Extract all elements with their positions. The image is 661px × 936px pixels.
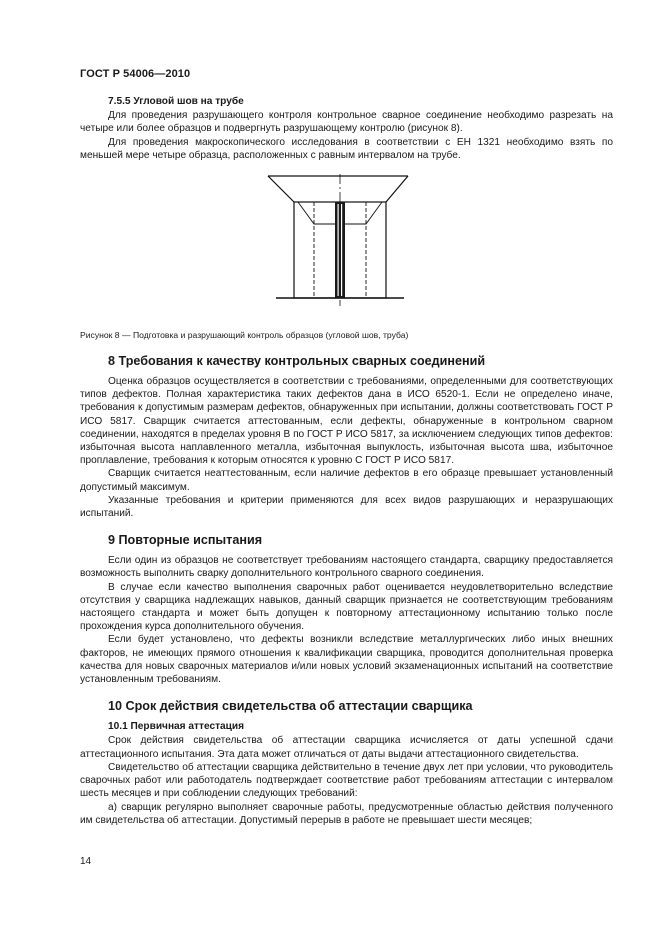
section-8-paragraph-3: Указанные требования и критерии применяются для всех видов разрушающих и неразрушающих испытаний.	[80, 494, 613, 520]
section-10-paragraph-3: а) сварщик регулярно выполняет сварочные работы, предусмотренные областью действия полученного им свидетельства об аттестации. Допустимый перерыв в работе не превышает шести месяцев;	[80, 801, 613, 826]
section-7-5-5-title: 7.5.5 Угловой шов на трубе	[108, 96, 244, 107]
section-8-paragraph-1: Оценка образцов осуществляется в соответствии с требованиями, определенными для соответствующих типов дефектов. Полная характеристика таких дефектов дана в ИСО 6520-1. Если не определено иначе, требования к допустимым размерам дефектов, обнаруженных при испытании, должны соответствовать ГОСТ Р ИСО 5817. Сварщик считается аттестованным, если дефекты, обнаруженные в контрольном сварном соединении, находятся в пределах уровня В по ГОСТ Р ИСО 5817, за исключением следующих типов дефектов: избыточная высота наплавленного металла, избыточная выпуклость, избыточная высота шва, избыточное проплавление, требования к которым относятся к уровню С ГОСТ Р ИСО 5817.	[80, 376, 613, 467]
section-9-paragraph-1: Если один из образцов не соответствует требованиям настоящего стандарта, сварщику предоставляется возможность выполнить сварку дополнительного контрольного сварного соединения.	[80, 555, 613, 580]
figure-8-drawing	[262, 174, 412, 306]
section-10-title: 10 Срок действия свидетельства об аттестации сварщика	[108, 699, 473, 714]
figure-8	[80, 170, 613, 330]
section-7-5-5-paragraph-2: Для проведения макроскопического исследования в соответствии с ЕН 1321 необходимо взять по меньшей мере четыре образца, расположенных с равным интервалом на трубе.	[80, 136, 613, 161]
section-8-title: 8 Требования к качеству контрольных сварных соединений	[108, 354, 486, 369]
section-9-paragraph-2: В случае если качество выполнения сварочных работ оценивается неудовлетворительно вследствие отсутствия у сварщика надлежащих навыков, данный сварщик признается не соответствующим требованиям настоящего стандарта и может быть допущен к повторному аттестационному испытанию только после прохождения курса дополнительного обучения.	[80, 581, 613, 633]
specimen-strip	[335, 202, 345, 298]
section-8-paragraph-2: Сварщик считается неаттестованным, если наличие дефектов в его образце превышает установленный допустимый максимум.	[80, 468, 613, 493]
section-10-1-title: 10.1 Первичная аттестация	[108, 721, 245, 733]
figure-8-caption: Рисунок 8 — Подготовка и разрушающий контроль образцов (угловой шов, труба)	[80, 330, 409, 341]
page-number: 14	[80, 856, 92, 867]
section-9-paragraph-3: Если будет установлено, что дефекты возникли вследствие металлургических либо иных внешних факторов, не имеющих прямого отношения к квалификации сварщика, проводится дополнительная проверка качества для новых сварочных материалов и/или новых условий экзаменационных испытаний на соответствие установленным требованиям.	[80, 634, 613, 686]
funnel-left-side	[268, 176, 294, 202]
page-content	[80, 95, 613, 827]
section-10-paragraph-1: Срок действия свидетельства об аттестации сварщика исчисляется от даты успешной сдачи аттестационного испытания. Эта дата может отличаться от даты выдачи аттестационного свидетельства.	[80, 735, 613, 760]
standard-header: ГОСТ Р 54006—2010	[80, 68, 191, 80]
section-9-title: 9 Повторные испытания	[108, 533, 263, 548]
section-10-paragraph-2: Свидетельство об аттестации сварщика действительно в течение двух лет при условии, что руководитель сварочных работ или работодатель подтверждает соответствие работ требованиям аттестации с интервалом шесть месяцев и при соблюдении следующих требований:	[80, 761, 613, 800]
funnel-right-side	[386, 176, 408, 202]
section-7-5-5-paragraph-1: Для проведения разрушающего контроля контрольное сварное соединение необходимо разрезать на четыре или более образцов и подвергнуть разрушающему контролю (рисунок 8).	[80, 110, 613, 135]
